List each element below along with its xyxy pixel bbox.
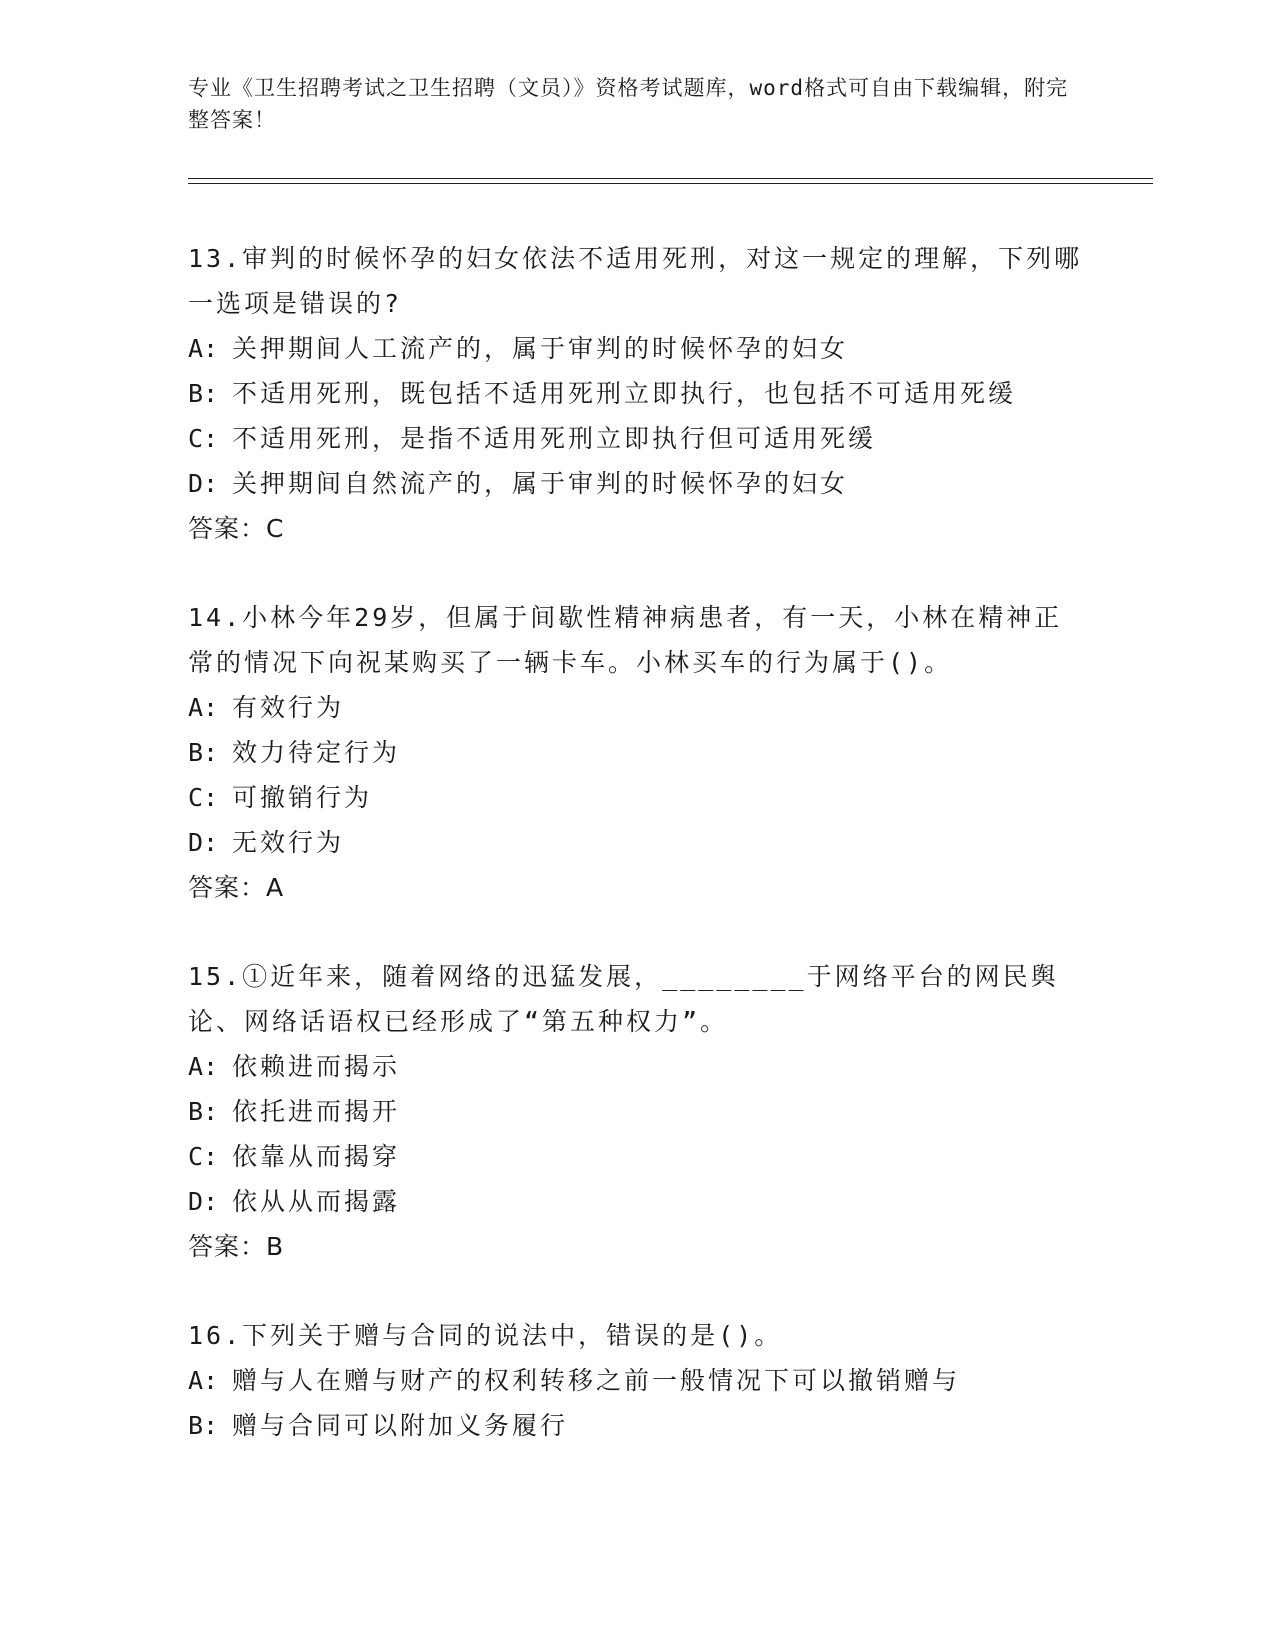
option-text: 效力待定行为 xyxy=(232,738,401,767)
option-text: 赠与人在赠与财产的权利转移之前一般情况下可以撤销赠与 xyxy=(232,1366,961,1395)
option-letter: B: xyxy=(188,1097,219,1126)
option-a xyxy=(188,1044,1088,1089)
option-letter: C: xyxy=(188,783,219,812)
option-c xyxy=(188,416,1088,461)
option-letter: A: xyxy=(188,334,219,363)
option-text: 赠与合同可以附加义务履行 xyxy=(232,1411,569,1440)
answer-line: 答案：C xyxy=(188,514,285,543)
header-divider-bottom xyxy=(188,183,1153,184)
question-list xyxy=(188,236,1088,1492)
option-d xyxy=(188,461,1088,506)
header-divider-top xyxy=(188,178,1153,179)
question-16 xyxy=(188,1313,1088,1448)
option-letter: A: xyxy=(188,1052,219,1081)
question-15 xyxy=(188,954,1088,1269)
option-letter: A: xyxy=(188,1366,219,1395)
answer-line: 答案：B xyxy=(188,1232,285,1261)
option-c xyxy=(188,1134,1088,1179)
option-c xyxy=(188,775,1088,820)
option-text: 依托进而揭开 xyxy=(232,1097,401,1126)
option-text: 关押期间人工流产的，属于审判的时候怀孕的妇女 xyxy=(232,334,849,363)
question-13 xyxy=(188,236,1088,551)
option-a xyxy=(188,326,1088,371)
answer-line: 答案：A xyxy=(188,873,285,902)
option-letter: C: xyxy=(188,424,219,453)
option-a xyxy=(188,1358,1088,1403)
option-letter: D: xyxy=(188,1187,219,1216)
option-text: 不适用死刑，既包括不适用死刑立即执行，也包括不可适用死缓 xyxy=(232,379,1017,408)
option-letter: B: xyxy=(188,379,219,408)
document-header: 专业《卫生招聘考试之卫生招聘（文员）》资格考试题库，word格式可自由下载编辑，附完整答案！ xyxy=(188,76,1069,132)
question-14 xyxy=(188,595,1088,910)
option-text: 有效行为 xyxy=(232,693,345,722)
option-text: 不适用死刑，是指不适用死刑立即执行但可适用死缓 xyxy=(232,424,877,453)
question-stem: 13.审判的时候怀孕的妇女依法不适用死刑，对这一规定的理解，下列哪一选项是错误的? xyxy=(188,244,1083,318)
option-letter: D: xyxy=(188,469,219,498)
option-a xyxy=(188,685,1088,730)
option-text: 依从从而揭露 xyxy=(232,1187,401,1216)
option-d xyxy=(188,1179,1088,1224)
question-stem: 15.①近年来，随着网络的迅猛发展，________于网络平台的网民舆论、网络话语权已经形成了“第五种权力”。 xyxy=(188,962,1059,1036)
option-letter: A: xyxy=(188,693,219,722)
option-text: 依赖进而揭示 xyxy=(232,1052,401,1081)
option-letter: B: xyxy=(188,738,219,767)
option-text: 依靠从而揭穿 xyxy=(232,1142,401,1171)
option-letter: C: xyxy=(188,1142,219,1171)
option-text: 关押期间自然流产的，属于审判的时候怀孕的妇女 xyxy=(232,469,849,498)
option-letter: D: xyxy=(188,828,219,857)
option-b xyxy=(188,371,1088,416)
option-b xyxy=(188,730,1088,775)
option-text: 可撤销行为 xyxy=(232,783,373,812)
option-b xyxy=(188,1403,1088,1448)
question-stem: 16.下列关于赠与合同的说法中，错误的是()。 xyxy=(188,1321,783,1350)
option-letter: B: xyxy=(188,1411,219,1440)
option-d xyxy=(188,820,1088,865)
option-text: 无效行为 xyxy=(232,828,345,857)
option-b xyxy=(188,1089,1088,1134)
question-stem: 14.小林今年29岁，但属于间歇性精神病患者，有一天，小林在精神正常的情况下向祝某购买了一辆卡车。小林买车的行为属于()。 xyxy=(188,603,1063,677)
